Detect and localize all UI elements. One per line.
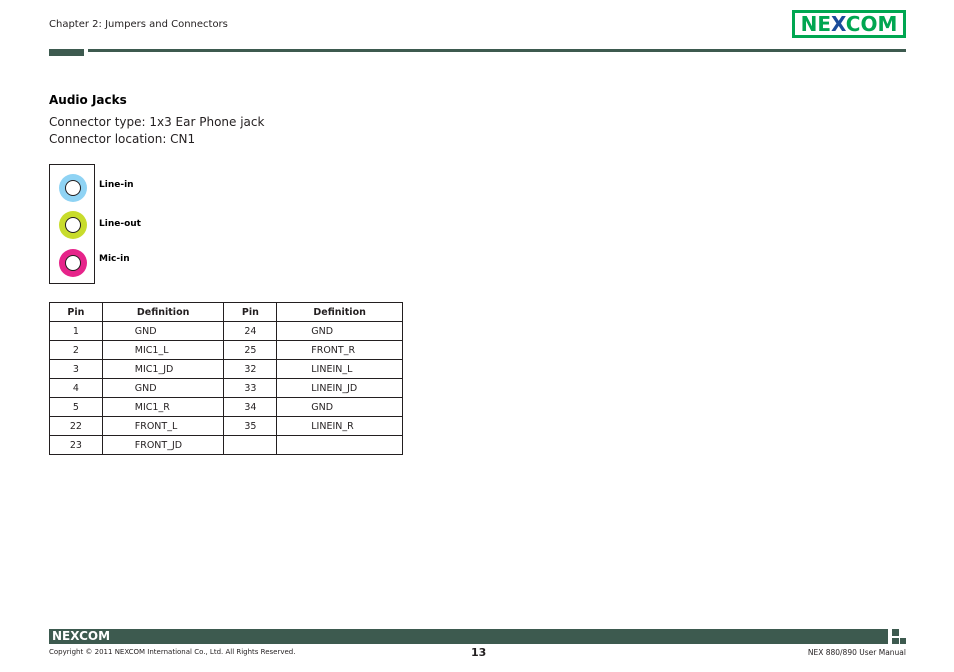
pin-cell: 1 xyxy=(50,322,103,341)
definition-cell: MIC1_R xyxy=(102,398,224,417)
header-definition: Definition xyxy=(102,303,224,322)
header-definition: Definition xyxy=(277,303,403,322)
table-row xyxy=(50,379,403,398)
footer-square-icon xyxy=(892,629,899,636)
table-row xyxy=(50,417,403,436)
definition-cell xyxy=(277,436,403,455)
definition-cell: LINEIN_R xyxy=(277,417,403,436)
connector-type: Connector type: 1x3 Ear Phone jack xyxy=(49,115,265,129)
definition-cell: FRONT_R xyxy=(277,341,403,360)
jack-label-line-out: Line-out xyxy=(99,219,141,229)
header-pin: Pin xyxy=(50,303,103,322)
definition-cell: MIC1_L xyxy=(102,341,224,360)
definition-cell: GND xyxy=(277,398,403,417)
definition-cell: LINEIN_JD xyxy=(277,379,403,398)
header-pin: Pin xyxy=(224,303,277,322)
pin-cell: 24 xyxy=(224,322,277,341)
pin-cell: 4 xyxy=(50,379,103,398)
pin-definition-table xyxy=(49,302,403,455)
pin-cell: 32 xyxy=(224,360,277,379)
pin-cell: 5 xyxy=(50,398,103,417)
definition-cell: GND xyxy=(102,322,224,341)
footer-logo: NEXCOM xyxy=(52,629,111,643)
connector-location: Connector location: CN1 xyxy=(49,132,196,146)
table-row xyxy=(50,360,403,379)
table-header-row xyxy=(50,303,403,322)
table-row xyxy=(50,398,403,417)
definition-cell: FRONT_JD xyxy=(102,436,224,455)
pin-cell: 22 xyxy=(50,417,103,436)
pin-cell xyxy=(224,436,277,455)
table-row xyxy=(50,436,403,455)
jack-label-mic-in: Mic-in xyxy=(99,254,130,264)
table-row xyxy=(50,322,403,341)
pin-cell: 23 xyxy=(50,436,103,455)
footer-square-icon xyxy=(892,638,899,644)
nexcom-logo: NEXCOM xyxy=(792,10,906,38)
section-title: Audio Jacks xyxy=(49,93,127,107)
pin-cell: 35 xyxy=(224,417,277,436)
header-rule xyxy=(88,49,906,52)
pin-cell: 33 xyxy=(224,379,277,398)
definition-cell: GND xyxy=(102,379,224,398)
audio-jack-diagram xyxy=(49,164,95,284)
pin-cell: 25 xyxy=(224,341,277,360)
header-accent-block xyxy=(49,49,84,56)
mic-in-jack-icon xyxy=(59,249,87,277)
jack-label-line-in: Line-in xyxy=(99,180,134,190)
table-row xyxy=(50,341,403,360)
definition-cell: MIC1_JD xyxy=(102,360,224,379)
pin-cell: 3 xyxy=(50,360,103,379)
definition-cell: LINEIN_L xyxy=(277,360,403,379)
page-number: 13 xyxy=(471,646,487,659)
footer-bar xyxy=(49,629,888,644)
copyright: Copyright © 2011 NEXCOM International Co., Ltd. All Rights Reserved. xyxy=(49,648,296,656)
pin-cell: 2 xyxy=(50,341,103,360)
chapter-title: Chapter 2: Jumpers and Connectors xyxy=(49,19,228,30)
pin-cell: 34 xyxy=(224,398,277,417)
line-in-jack-icon xyxy=(59,174,87,202)
manual-title: NEX 880/890 User Manual xyxy=(807,648,906,657)
definition-cell: FRONT_L xyxy=(102,417,224,436)
footer-square-icon xyxy=(900,638,906,644)
line-out-jack-icon xyxy=(59,211,87,239)
definition-cell: GND xyxy=(277,322,403,341)
